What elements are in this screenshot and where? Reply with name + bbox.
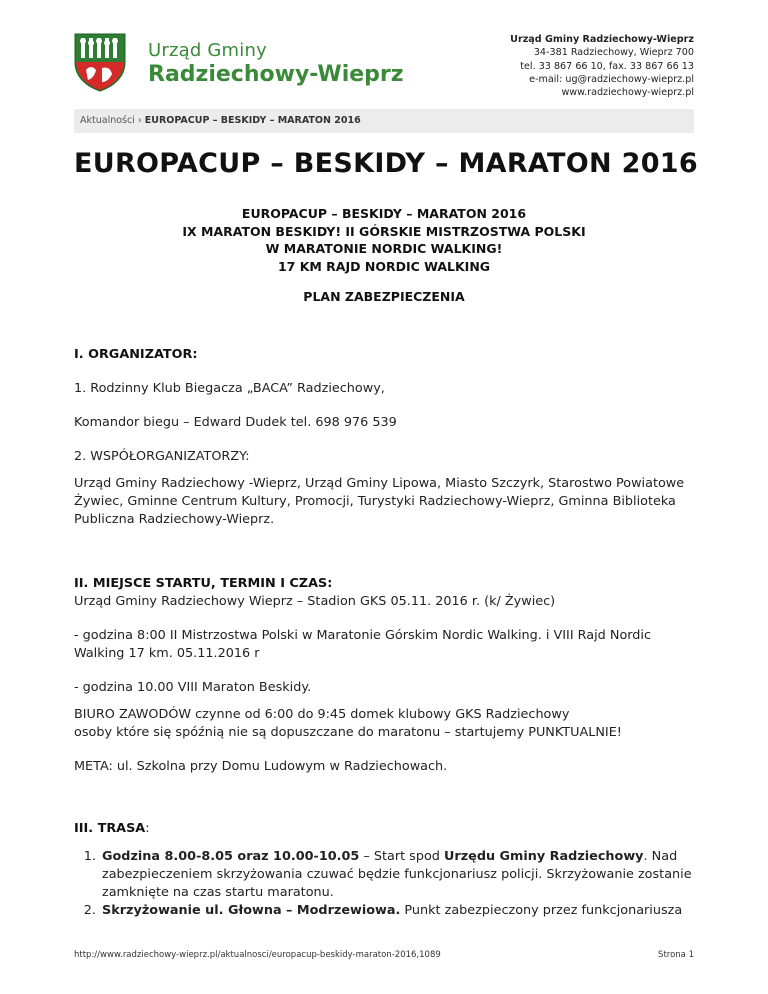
route-item-text: Punkt zabezpieczony przez funkcjonariusza — [400, 903, 683, 918]
breadcrumb-parent-link[interactable]: Aktualności — [80, 115, 135, 126]
contact-website[interactable]: www.radziechowy-wieprz.pl — [561, 87, 694, 99]
coat-of-arms-icon — [72, 32, 128, 92]
contact-email[interactable]: e-mail: ug@radziechowy-wieprz.pl — [529, 73, 694, 85]
start-time-nordic: - godzina 8:00 II Mistrzostwa Polski w Maratonie Górskim Nordic Walking. i VIII Rajd Nordic Walking 17 km. 05.11.2016 r — [74, 628, 652, 661]
section-start-heading: II. MIEJSCE STARTU, TERMIN I CZAS: — [74, 576, 333, 591]
organizer-commander: Komandor biegu – Edward Dudek tel. 698 976 539 — [74, 415, 397, 430]
route-item-bold: Godzina 8.00-8.05 oraz 10.00-10.05 — [102, 849, 360, 864]
route-item — [100, 902, 694, 920]
contact-block — [510, 33, 694, 99]
logo[interactable] — [72, 32, 412, 92]
late-notice: osoby które się spóźnią nie są dopuszczane do maratonu – startujemy PUNKTUALNIE! — [74, 725, 622, 740]
intro-line: 17 KM RAJD NORDIC WALKING — [277, 258, 491, 274]
section-route-heading — [74, 820, 694, 838]
intro-line: IX MARATON BESKIDY! II GÓRSKIE MISTRZOSTWA POLSKI — [182, 223, 586, 239]
intro-line: EUROPACUP – BESKIDY – MARATON 2016 — [241, 206, 527, 221]
plan-heading: PLAN ZABEZPIECZENIA — [303, 289, 465, 304]
contact-address: 34-381 Radziechowy, Wieprz 700 — [533, 47, 694, 59]
route-item-bold: Urzędu Gminy Radziechowy — [444, 849, 644, 864]
brand-subtitle: Urząd Gminy — [148, 40, 267, 61]
start-location: Urząd Gminy Radziechowy Wieprz – Stadion GKS 05.11. 2016 r. (k/ Żywiec) — [74, 594, 556, 609]
breadcrumb-separator: › — [137, 115, 142, 126]
route-item-text: – Start spod — [359, 849, 444, 864]
breadcrumb — [74, 109, 694, 133]
intro-heading — [74, 205, 694, 275]
finish-location: META: ul. Szkolna przy Domu Ludowym w Radziechowach. — [74, 759, 448, 774]
route-list — [74, 848, 694, 920]
route-item-text: . Nad zabezpieczeniem skrzyżowania czuwać będzie funkcjonariusz policji. Skrzyżowanie zostanie zamknięte na czas startu maratonu. — [102, 849, 692, 900]
contact-name: Urząd Gminy Radziechowy-Wieprz — [510, 34, 694, 45]
footer-url[interactable]: http://www.radziechowy-wieprz.pl/aktualnosci/europacup-beskidy-maraton-2016,1089 — [74, 950, 441, 960]
office-hours: BIURO ZAWODÓW czynne od 6:00 do 9:45 domek klubowy GKS Radziechowy — [74, 707, 570, 722]
co-organizers-list: Urząd Gminy Radziechowy -Wieprz, Urząd Gminy Lipowa, Miasto Szczyrk, Starostwo Powiatowe Żywiec, Gminne Centrum Kultury, Promocji, Turystyki Radziechowy-Wieprz, Gminna Biblioteka Publiczna Radziechowy-Wieprz. — [74, 476, 685, 527]
route-item — [100, 848, 694, 902]
organizer-club: 1. Rodzinny Klub Biegacza „BACA” Radziechowy, — [74, 381, 385, 396]
contact-phone: tel. 33 867 66 10, fax. 33 867 66 13 — [520, 60, 694, 72]
route-heading-colon: : — [145, 821, 150, 836]
co-organizers-heading: 2. WSPÓŁORGANIZATORZY: — [74, 449, 250, 464]
breadcrumb-current: EUROPACUP – BESKIDY – MARATON 2016 — [144, 115, 361, 126]
footer-page-number: Strona 1 — [658, 950, 694, 960]
brand-title: Radziechowy-Wieprz — [148, 62, 404, 87]
page-title: EUROPACUP – BESKIDY – MARATON 2016 — [74, 148, 698, 179]
section-organizer-heading: I. ORGANIZATOR: — [74, 347, 198, 362]
intro-line: W MARATONIE NORDIC WALKING! — [265, 241, 503, 256]
route-item-bold: Skrzyżowanie ul. Głowna – Modrzewiowa. — [102, 903, 401, 918]
start-time-marathon: - godzina 10.00 VIII Maraton Beskidy. — [74, 680, 312, 695]
route-heading-text: III. TRASA — [74, 821, 146, 836]
